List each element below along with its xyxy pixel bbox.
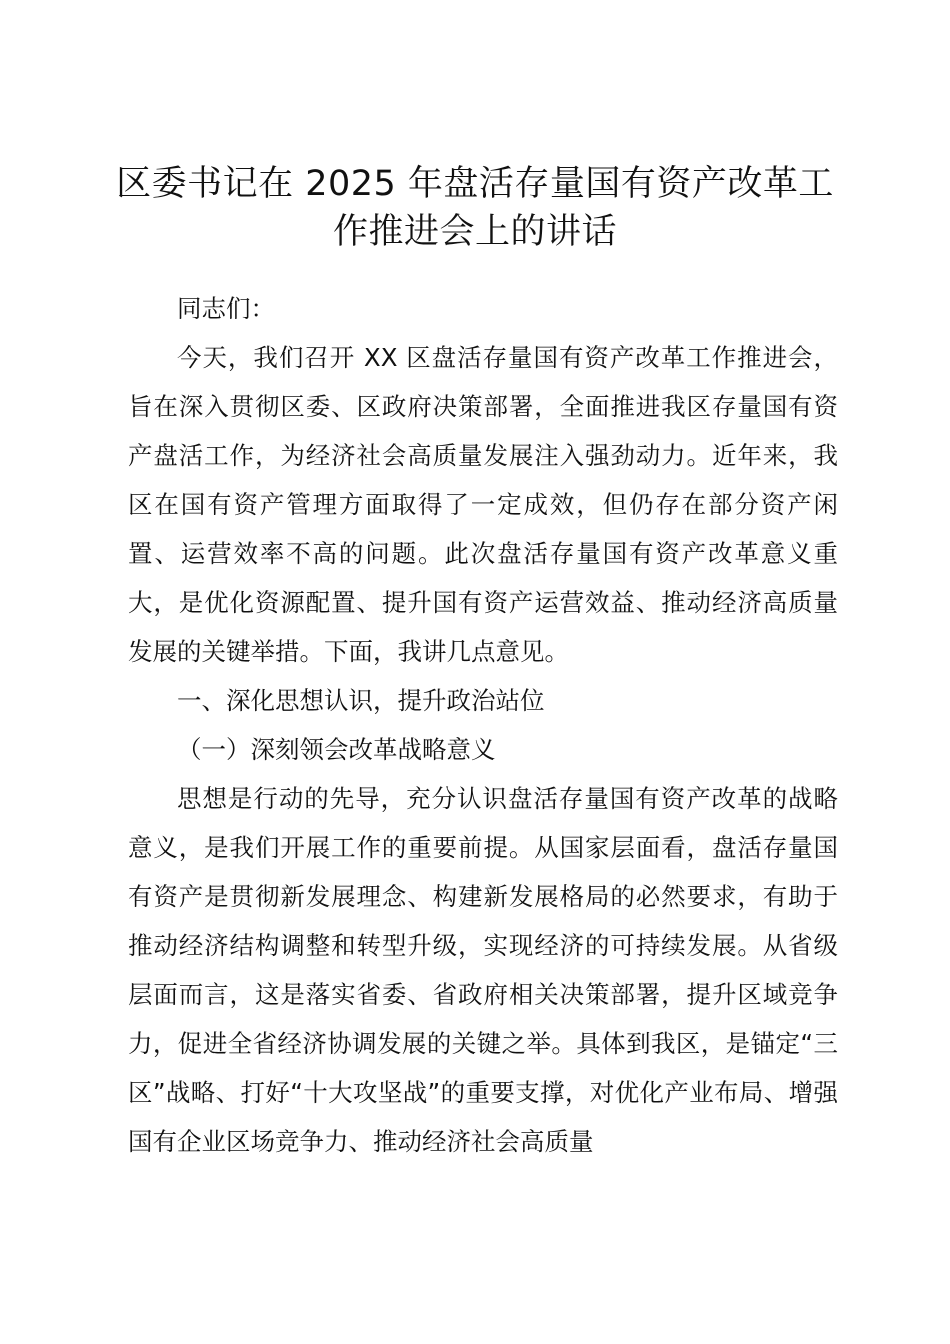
document-body [128,284,838,1166]
opening-paragraph: 今天，我们召开 XX 区盘活存量国有资产改革工作推进会，旨在深入贯彻区委、区政府决策部署，全面推进我区存量国有资产盘活工作，为经济社会高质量发展注入强劲动力。近年来，我区在国有资产管理方面取得了一定成效，但仍存在部分资产闲置、运营效率不高的问题。此次盘活存量国有资产改革意义重大，是优化资源配置、提升国有资产运营效益、推动经济高质量发展的关键举措。下面，我讲几点意见。 [128,343,838,666]
title-line-1: 区委书记在 2025 年盘活存量国有资产改革工 [116,164,834,204]
title-line-2: 作推进会上的讲话 [332,212,617,252]
body-paragraph: 思想是行动的先导，充分认识盘活存量国有资产改革的战略意义，是我们开展工作的重要前提。从国家层面看，盘活存量国有资产是贯彻新发展理念、构建新发展格局的必然要求，有助于推动经济结构调整和转型升级，实现经济的可持续发展。从省级层面而言，这是落实省委、省政府相关决策部署，提升区域竞争力，促进全省经济协调发展的关键之举。具体到我区，是锚定“三区”战略、打好“十大攻坚战”的重要支撑，对优化产业布局、增强国有企业区场竞争力、推动经济社会高质量 [128,784,838,1156]
subsection-heading-1: （一）深刻领会改革战略意义 [177,735,496,764]
salutation: 同志们： [177,294,275,323]
section-heading-1: 一、深化思想认识，提升政治站位 [177,686,545,715]
document-title [100,160,850,256]
